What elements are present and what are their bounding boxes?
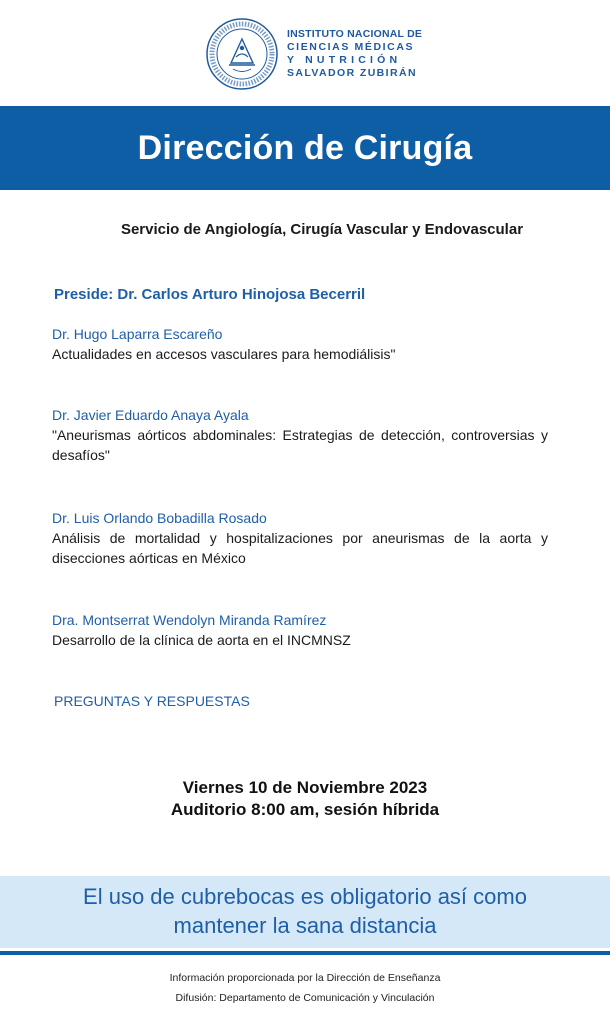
talk-title: "Aneurismas aórticos abdominales: Estrategias de detección, controversias y desafíos": [52, 427, 548, 463]
institution-name: [287, 28, 422, 80]
institution-line-1: INSTITUTO NACIONAL DE: [287, 28, 423, 40]
footer-credit-1: Información proporcionada por la Dirección de Enseñanza: [169, 972, 441, 984]
service-name: Servicio de Angiología, Cirugía Vascular y Endovascular: [120, 221, 524, 238]
mask-notice: [0, 876, 610, 948]
institution-line-3: Y NUTRICIÓN: [287, 54, 402, 66]
preside-line: Preside: Dr. Carlos Arturo Hinojosa Becerril: [54, 286, 366, 303]
talk-item: [52, 508, 548, 568]
institution-seal-logo: [205, 17, 279, 91]
speaker-name: Dr. Hugo Laparra Escareño: [52, 326, 223, 342]
institution-line-2: CIENCIAS MÉDICAS: [287, 41, 415, 53]
talk-item: [52, 405, 548, 465]
qa-label: PREGUNTAS Y RESPUESTAS: [54, 693, 250, 709]
footer-credit-2: Difusión: Departamento de Comunicación y Vinculación: [175, 992, 435, 1004]
speaker-name: Dra. Montserrat Wendolyn Miranda Ramírez: [52, 612, 327, 628]
talk-item: [52, 324, 548, 364]
title-banner: [0, 106, 610, 190]
page-title: Dirección de Cirugía: [137, 128, 473, 167]
institution-line-4: SALVADOR ZUBIRÁN: [287, 67, 417, 79]
talk-title: Análisis de mortalidad y hospitalizaciones por aneurismas de la aorta y disecciones aórticas en México: [52, 530, 548, 566]
event-datetime: [0, 777, 610, 821]
talk-title: Actualidades en accesos vasculares para hemodiálisis": [52, 346, 396, 362]
event-date: Viernes 10 de Noviembre 2023: [182, 778, 428, 797]
speaker-name: Dr. Javier Eduardo Anaya Ayala: [52, 407, 249, 423]
event-venue: Auditorio 8:00 am, sesión híbrida: [170, 800, 440, 819]
talk-item: [52, 610, 548, 650]
notice-line-2: mantener la sana distancia: [173, 913, 437, 938]
notice-line-1: El uso de cubrebocas es obligatorio así como: [83, 884, 527, 909]
footer-divider: [0, 951, 610, 955]
institution-header: [205, 14, 465, 94]
speaker-name: Dr. Luis Orlando Bobadilla Rosado: [52, 510, 267, 526]
talk-title: Desarrollo de la clínica de aorta en el INCMNSZ: [52, 632, 351, 648]
